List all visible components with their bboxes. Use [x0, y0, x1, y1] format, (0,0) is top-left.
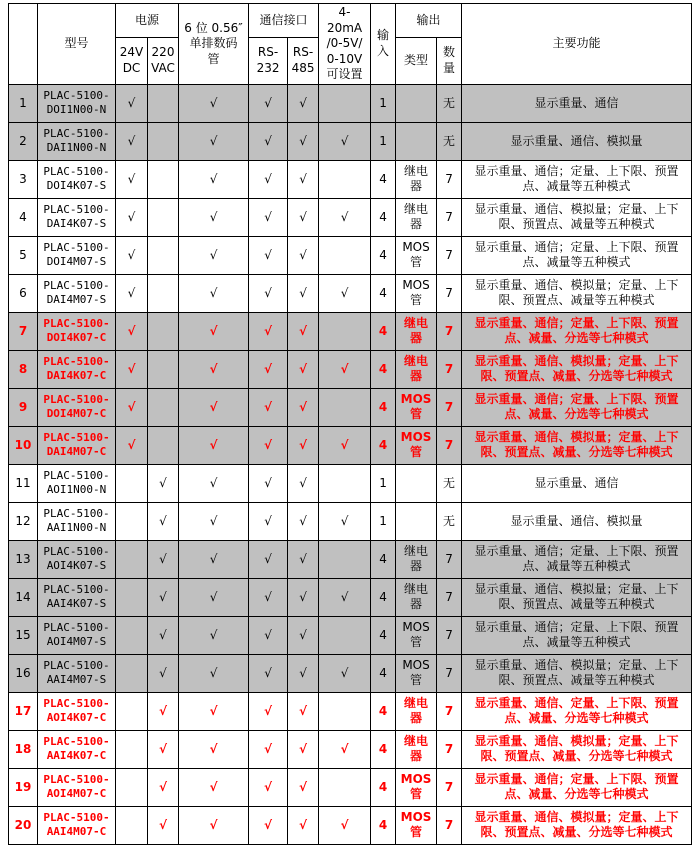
functions-cell: 显示重量、通信；定量、上下限、预置点、减量、分选等七种模式 — [462, 388, 692, 426]
output-qty-cell: 7 — [437, 540, 462, 578]
header-comm: 通信接口 — [249, 4, 319, 38]
row-number: 14 — [9, 578, 38, 616]
check-rs232: √ — [249, 540, 288, 578]
output-qty-cell: 7 — [437, 198, 462, 236]
check-analog-output: √ — [319, 426, 371, 464]
table-row — [9, 654, 692, 692]
check-display-tube: √ — [179, 768, 249, 806]
output-type-cell: MOS 管 — [396, 806, 437, 844]
row-number: 4 — [9, 198, 38, 236]
check-display-tube: √ — [179, 84, 249, 122]
functions-cell: 显示重量、通信 — [462, 84, 692, 122]
check-display-tube: √ — [179, 388, 249, 426]
functions-cell: 显示重量、通信、模拟量；定量、上下限、预置点、减量、分选等七种模式 — [462, 426, 692, 464]
model-cell: PLAC-5100- DOI1N00-N — [38, 84, 116, 122]
table-row — [9, 540, 692, 578]
row-number: 7 — [9, 312, 38, 350]
check-display-tube: √ — [179, 578, 249, 616]
table-row — [9, 692, 692, 730]
check-display-tube: √ — [179, 654, 249, 692]
output-type-cell: MOS 管 — [396, 236, 437, 274]
check-220vac: √ — [148, 806, 179, 844]
check-24vdc: √ — [116, 312, 148, 350]
check-24vdc: √ — [116, 388, 148, 426]
output-type-cell: 继电 器 — [396, 350, 437, 388]
model-cell: PLAC-5100- AOI4M07-S — [38, 616, 116, 654]
input-count-cell: 4 — [371, 730, 396, 768]
table-row — [9, 312, 692, 350]
output-type-cell — [396, 84, 437, 122]
check-220vac: √ — [148, 578, 179, 616]
check-rs485: √ — [288, 806, 319, 844]
check-rs485: √ — [288, 654, 319, 692]
functions-cell: 显示重量、通信、模拟量；定量、上下限、预置点、减量、分选等七种模式 — [462, 350, 692, 388]
functions-cell: 显示重量、通信、模拟量 — [462, 122, 692, 160]
output-qty-cell: 7 — [437, 426, 462, 464]
model-cell: PLAC-5100- AAI4M07-S — [38, 654, 116, 692]
check-24vdc: √ — [116, 236, 148, 274]
input-count-cell: 4 — [371, 540, 396, 578]
model-cell: PLAC-5100- AAI4K07-C — [38, 730, 116, 768]
check-analog-output: √ — [319, 350, 371, 388]
check-analog-output: √ — [319, 502, 371, 540]
check-24vdc — [116, 692, 148, 730]
functions-cell: 显示重量、通信、模拟量；定量、上下限、预置点、减量等五种模式 — [462, 578, 692, 616]
check-220vac — [148, 236, 179, 274]
check-rs232: √ — [249, 578, 288, 616]
check-display-tube: √ — [179, 350, 249, 388]
check-24vdc — [116, 502, 148, 540]
header-input: 输 入 — [371, 4, 396, 85]
check-analog-output — [319, 236, 371, 274]
functions-cell: 显示重量、通信；定量、上下限、预置点、减量、分选等七种模式 — [462, 768, 692, 806]
output-qty-cell: 7 — [437, 350, 462, 388]
check-rs232: √ — [249, 768, 288, 806]
output-qty-cell: 7 — [437, 160, 462, 198]
check-rs485: √ — [288, 730, 319, 768]
row-number: 5 — [9, 236, 38, 274]
row-number: 17 — [9, 692, 38, 730]
check-display-tube: √ — [179, 806, 249, 844]
check-220vac: √ — [148, 502, 179, 540]
output-qty-cell: 7 — [437, 236, 462, 274]
table-row — [9, 122, 692, 160]
functions-cell: 显示重量、通信、模拟量 — [462, 502, 692, 540]
row-number: 2 — [9, 122, 38, 160]
product-spec-table — [8, 3, 692, 845]
check-display-tube: √ — [179, 160, 249, 198]
check-analog-output — [319, 84, 371, 122]
check-rs485: √ — [288, 578, 319, 616]
input-count-cell: 4 — [371, 350, 396, 388]
output-qty-cell: 7 — [437, 692, 462, 730]
check-analog-output — [319, 616, 371, 654]
check-rs232: √ — [249, 426, 288, 464]
input-count-cell: 4 — [371, 616, 396, 654]
input-count-cell: 4 — [371, 768, 396, 806]
check-analog-output — [319, 540, 371, 578]
output-qty-cell: 7 — [437, 578, 462, 616]
output-qty-cell: 无 — [437, 502, 462, 540]
output-qty-cell: 7 — [437, 806, 462, 844]
check-24vdc: √ — [116, 84, 148, 122]
check-rs485: √ — [288, 198, 319, 236]
input-count-cell: 4 — [371, 312, 396, 350]
check-rs485: √ — [288, 464, 319, 502]
check-rs485: √ — [288, 616, 319, 654]
functions-cell: 显示重量、通信；定量、上下限、预置点、减量等五种模式 — [462, 616, 692, 654]
check-220vac: √ — [148, 654, 179, 692]
check-24vdc: √ — [116, 122, 148, 160]
check-24vdc — [116, 768, 148, 806]
check-220vac — [148, 312, 179, 350]
check-display-tube: √ — [179, 502, 249, 540]
table-row — [9, 236, 692, 274]
check-analog-output: √ — [319, 806, 371, 844]
row-number: 8 — [9, 350, 38, 388]
row-number: 20 — [9, 806, 38, 844]
check-display-tube: √ — [179, 616, 249, 654]
model-cell: PLAC-5100- AOI4M07-C — [38, 768, 116, 806]
functions-cell: 显示重量、通信；定量、上下限、预置点、减量等五种模式 — [462, 236, 692, 274]
output-type-cell: MOS 管 — [396, 654, 437, 692]
check-rs485: √ — [288, 84, 319, 122]
functions-cell: 显示重量、通信 — [462, 464, 692, 502]
check-24vdc: √ — [116, 274, 148, 312]
check-220vac — [148, 84, 179, 122]
row-number: 10 — [9, 426, 38, 464]
output-type-cell — [396, 464, 437, 502]
check-rs485: √ — [288, 768, 319, 806]
model-cell: PLAC-5100- AOI1N00-N — [38, 464, 116, 502]
output-type-cell — [396, 502, 437, 540]
check-220vac — [148, 160, 179, 198]
input-count-cell: 4 — [371, 578, 396, 616]
output-qty-cell: 7 — [437, 654, 462, 692]
output-type-cell: MOS 管 — [396, 274, 437, 312]
input-count-cell: 4 — [371, 654, 396, 692]
input-count-cell: 1 — [371, 502, 396, 540]
check-display-tube: √ — [179, 464, 249, 502]
table-row — [9, 198, 692, 236]
output-type-cell: 继电 器 — [396, 692, 437, 730]
table-row — [9, 768, 692, 806]
check-rs232: √ — [249, 730, 288, 768]
check-rs485: √ — [288, 388, 319, 426]
check-24vdc: √ — [116, 160, 148, 198]
output-type-cell — [396, 122, 437, 160]
check-220vac: √ — [148, 768, 179, 806]
model-cell: PLAC-5100- AOI4K07-C — [38, 692, 116, 730]
check-220vac — [148, 122, 179, 160]
output-type-cell: 继电 器 — [396, 578, 437, 616]
table-row — [9, 502, 692, 540]
output-qty-cell: 7 — [437, 388, 462, 426]
check-analog-output: √ — [319, 730, 371, 768]
model-cell: PLAC-5100- DAI4M07-S — [38, 274, 116, 312]
check-24vdc — [116, 806, 148, 844]
input-count-cell: 4 — [371, 692, 396, 730]
check-rs232: √ — [249, 692, 288, 730]
output-qty-cell: 7 — [437, 730, 462, 768]
functions-cell: 显示重量、通信、模拟量；定量、上下限、预置点、减量、分选等七种模式 — [462, 806, 692, 844]
check-display-tube: √ — [179, 122, 249, 160]
functions-cell: 显示重量、通信、模拟量；定量、上下限、预置点、减量等五种模式 — [462, 654, 692, 692]
check-220vac — [148, 350, 179, 388]
input-count-cell: 4 — [371, 160, 396, 198]
header-rs485: RS- 485 — [288, 37, 319, 84]
check-220vac: √ — [148, 616, 179, 654]
header-output-qty: 数 量 — [437, 37, 462, 84]
check-display-tube: √ — [179, 236, 249, 274]
header-220vac: 220 VAC — [148, 37, 179, 84]
check-rs485: √ — [288, 160, 319, 198]
check-24vdc: √ — [116, 426, 148, 464]
check-analog-output — [319, 464, 371, 502]
output-type-cell: MOS 管 — [396, 426, 437, 464]
model-cell: PLAC-5100- DAI4K07-C — [38, 350, 116, 388]
row-number: 9 — [9, 388, 38, 426]
row-number: 18 — [9, 730, 38, 768]
check-220vac — [148, 426, 179, 464]
header-output: 输出 — [396, 4, 462, 38]
output-type-cell: 继电 器 — [396, 312, 437, 350]
model-cell: PLAC-5100- AAI1N00-N — [38, 502, 116, 540]
check-rs485: √ — [288, 274, 319, 312]
table-row — [9, 388, 692, 426]
check-rs485: √ — [288, 502, 319, 540]
output-type-cell: MOS 管 — [396, 768, 437, 806]
check-analog-output: √ — [319, 122, 371, 160]
check-analog-output — [319, 692, 371, 730]
table-row — [9, 578, 692, 616]
input-count-cell: 4 — [371, 198, 396, 236]
output-qty-cell: 7 — [437, 768, 462, 806]
check-rs232: √ — [249, 502, 288, 540]
model-cell: PLAC-5100- DAI4K07-S — [38, 198, 116, 236]
model-cell: PLAC-5100- AOI4K07-S — [38, 540, 116, 578]
functions-cell: 显示重量、通信、模拟量；定量、上下限、预置点、减量等五种模式 — [462, 198, 692, 236]
model-cell: PLAC-5100- DOI4K07-C — [38, 312, 116, 350]
model-cell: PLAC-5100- DOI4K07-S — [38, 160, 116, 198]
input-count-cell: 4 — [371, 806, 396, 844]
check-display-tube: √ — [179, 692, 249, 730]
functions-cell: 显示重量、通信；定量、上下限、预置点、减量等五种模式 — [462, 540, 692, 578]
check-rs485: √ — [288, 312, 319, 350]
output-qty-cell: 7 — [437, 616, 462, 654]
table-row — [9, 616, 692, 654]
table-row — [9, 350, 692, 388]
functions-cell: 显示重量、通信；定量、上下限、预置点、减量等五种模式 — [462, 160, 692, 198]
header-functions: 主要功能 — [462, 4, 692, 85]
check-rs232: √ — [249, 236, 288, 274]
check-rs485: √ — [288, 692, 319, 730]
check-display-tube: √ — [179, 198, 249, 236]
check-rs485: √ — [288, 236, 319, 274]
functions-cell: 显示重量、通信、模拟量；定量、上下限、预置点、减量等五种模式 — [462, 274, 692, 312]
check-analog-output — [319, 312, 371, 350]
table-row — [9, 730, 692, 768]
row-number: 11 — [9, 464, 38, 502]
check-rs232: √ — [249, 312, 288, 350]
input-count-cell: 4 — [371, 388, 396, 426]
check-rs232: √ — [249, 160, 288, 198]
check-220vac — [148, 388, 179, 426]
check-24vdc: √ — [116, 350, 148, 388]
row-number: 13 — [9, 540, 38, 578]
check-220vac — [148, 274, 179, 312]
check-rs232: √ — [249, 806, 288, 844]
check-220vac: √ — [148, 730, 179, 768]
input-count-cell: 4 — [371, 426, 396, 464]
check-24vdc: √ — [116, 198, 148, 236]
model-cell: PLAC-5100- AAI4K07-S — [38, 578, 116, 616]
row-number: 19 — [9, 768, 38, 806]
check-24vdc — [116, 654, 148, 692]
check-rs232: √ — [249, 122, 288, 160]
check-24vdc — [116, 464, 148, 502]
header-power: 电源 — [116, 4, 179, 38]
check-display-tube: √ — [179, 540, 249, 578]
check-rs232: √ — [249, 84, 288, 122]
check-analog-output — [319, 388, 371, 426]
check-rs232: √ — [249, 350, 288, 388]
check-220vac — [148, 198, 179, 236]
check-display-tube: √ — [179, 730, 249, 768]
header-rs232: RS- 232 — [249, 37, 288, 84]
header-24vdc: 24V DC — [116, 37, 148, 84]
check-display-tube: √ — [179, 274, 249, 312]
table-row — [9, 806, 692, 844]
model-cell: PLAC-5100- DOI4M07-S — [38, 236, 116, 274]
check-rs232: √ — [249, 464, 288, 502]
header-display: 6 位 0.56″ 单排数码 管 — [179, 4, 249, 85]
check-display-tube: √ — [179, 426, 249, 464]
model-cell: PLAC-5100- DAI4M07-C — [38, 426, 116, 464]
row-number: 16 — [9, 654, 38, 692]
table-row — [9, 426, 692, 464]
output-qty-cell: 7 — [437, 312, 462, 350]
table-row — [9, 464, 692, 502]
input-count-cell: 4 — [371, 274, 396, 312]
check-220vac: √ — [148, 692, 179, 730]
output-type-cell: MOS 管 — [396, 616, 437, 654]
check-analog-output: √ — [319, 654, 371, 692]
input-count-cell: 1 — [371, 464, 396, 502]
model-cell: PLAC-5100- DAI1N00-N — [38, 122, 116, 160]
model-cell: PLAC-5100- AAI4M07-C — [38, 806, 116, 844]
table-body — [9, 84, 692, 844]
input-count-cell: 1 — [371, 122, 396, 160]
check-analog-output: √ — [319, 198, 371, 236]
input-count-cell: 4 — [371, 236, 396, 274]
check-rs485: √ — [288, 426, 319, 464]
model-cell: PLAC-5100- DOI4M07-C — [38, 388, 116, 426]
check-analog-output: √ — [319, 274, 371, 312]
check-220vac: √ — [148, 464, 179, 502]
check-analog-output — [319, 768, 371, 806]
check-rs485: √ — [288, 350, 319, 388]
table-row — [9, 160, 692, 198]
check-display-tube: √ — [179, 312, 249, 350]
header-output-type: 类型 — [396, 37, 437, 84]
check-rs232: √ — [249, 388, 288, 426]
corner-cell — [9, 4, 38, 85]
check-rs232: √ — [249, 274, 288, 312]
input-count-cell: 1 — [371, 84, 396, 122]
output-qty-cell: 无 — [437, 122, 462, 160]
header-analog: 4-20mA /0-5V/ 0-10V 可设置 — [319, 4, 371, 85]
table-header — [9, 4, 692, 85]
check-rs232: √ — [249, 198, 288, 236]
check-24vdc — [116, 616, 148, 654]
check-24vdc — [116, 730, 148, 768]
row-number: 1 — [9, 84, 38, 122]
check-rs232: √ — [249, 616, 288, 654]
table-row — [9, 84, 692, 122]
output-qty-cell: 7 — [437, 274, 462, 312]
check-rs485: √ — [288, 122, 319, 160]
check-rs232: √ — [249, 654, 288, 692]
output-qty-cell: 无 — [437, 84, 462, 122]
output-type-cell: 继电 器 — [396, 730, 437, 768]
row-number: 15 — [9, 616, 38, 654]
output-type-cell: 继电 器 — [396, 540, 437, 578]
row-number: 12 — [9, 502, 38, 540]
check-rs485: √ — [288, 540, 319, 578]
header-model: 型号 — [38, 4, 116, 85]
output-type-cell: 继电 器 — [396, 160, 437, 198]
output-type-cell: MOS 管 — [396, 388, 437, 426]
functions-cell: 显示重量、通信、定量、上下限、预置点、减量、分选等七种模式 — [462, 692, 692, 730]
functions-cell: 显示重量、通信；定量、上下限、预置点、减量、分选等七种模式 — [462, 312, 692, 350]
check-analog-output: √ — [319, 578, 371, 616]
check-220vac: √ — [148, 540, 179, 578]
row-number: 3 — [9, 160, 38, 198]
check-24vdc — [116, 540, 148, 578]
check-24vdc — [116, 578, 148, 616]
check-analog-output — [319, 160, 371, 198]
output-type-cell: 继电 器 — [396, 198, 437, 236]
functions-cell: 显示重量、通信、模拟量；定量、上下限、预置点、减量、分选等七种模式 — [462, 730, 692, 768]
output-qty-cell: 无 — [437, 464, 462, 502]
row-number: 6 — [9, 274, 38, 312]
table-row — [9, 274, 692, 312]
